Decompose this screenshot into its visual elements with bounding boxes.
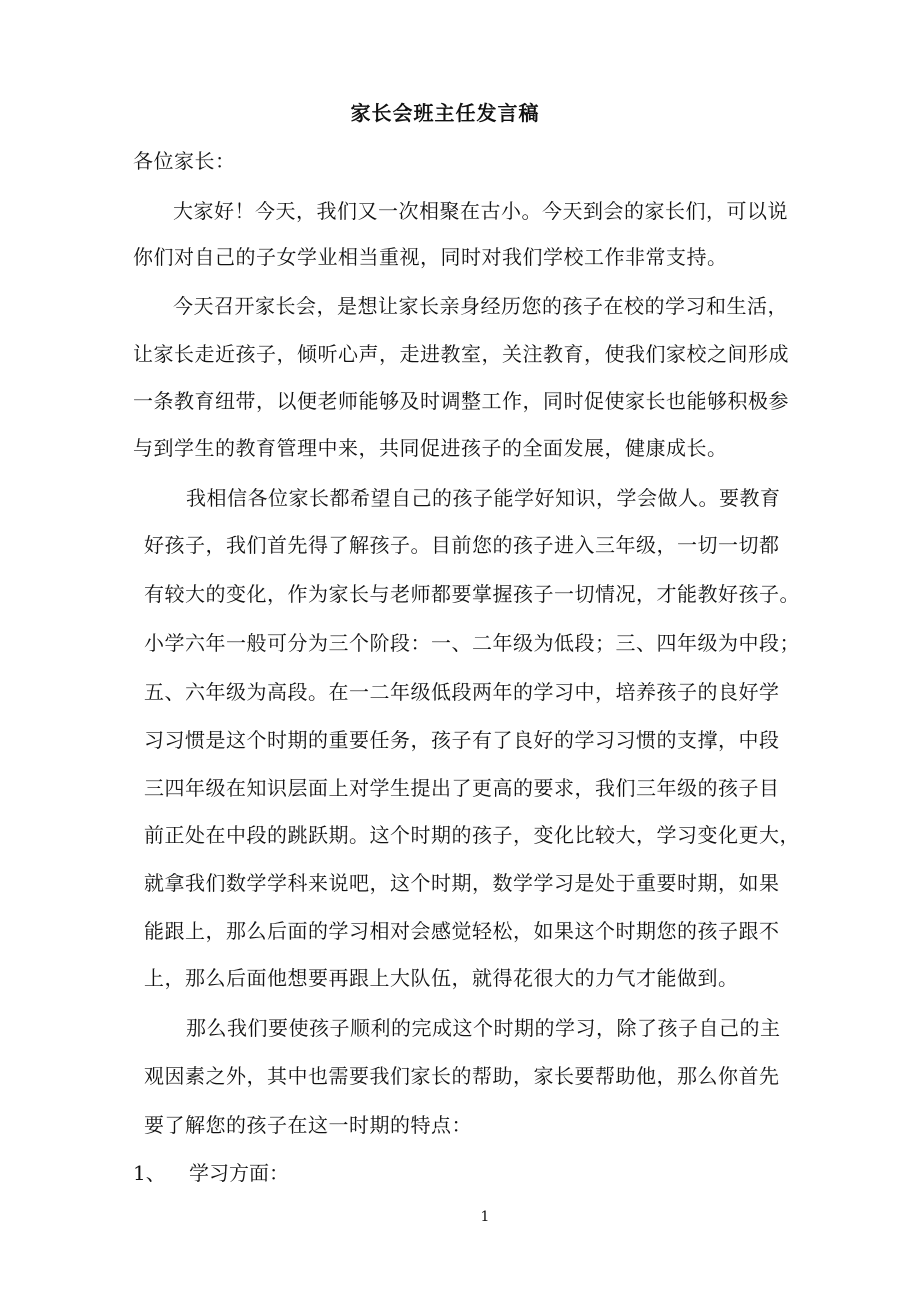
paragraph-3-line-2: 好孩子，我们首先得了解孩子。目前您的孩子进入三年级，一切一切都 (144, 533, 780, 557)
list-item-1-text: 学习方面： (189, 1161, 289, 1185)
paragraph-2-line-3: 一条教育纽带，以便老师能够及时调整工作，同时促使家长也能够积极参 (133, 389, 789, 413)
paragraph-3-line-3: 有较大的变化，作为家长与老师都要掌握孩子一切情况，才能教好孩子。 (144, 582, 800, 606)
paragraph-3-line-6: 习习惯是这个时期的重要任务，孩子有了良好的学习习惯的支撑，中段 (144, 728, 780, 752)
paragraph-4-line-3: 要了解您的孩子在这一时期的特点： (144, 1113, 472, 1137)
paragraph-2-line-1: 今天召开家长会，是想让家长亲身经历您的孩子在校的学习和生活， (173, 294, 788, 318)
paragraph-3-line-8: 前正处在中段的跳跃期。这个时期的孩子，变化比较大，学习变化更大， (144, 823, 800, 847)
paragraph-1-line-1: 大家好！今天，我们又一次相聚在古小。今天到会的家长们，可以说 (173, 199, 788, 223)
page-number: 1 (480, 1209, 490, 1225)
paragraph-3-line-4: 小学六年一般可分为三个阶段：一、二年级为低段；三、四年级为中段； (144, 631, 800, 655)
paragraph-3-line-11: 上，那么后面他想要再跟上大队伍，就得花很大的力气才能做到。 (144, 966, 739, 990)
salutation: 各位家长： (133, 149, 236, 173)
paragraph-3-line-9: 就拿我们数学学科来说吧，这个时期，数学学习是处于重要时期，如果 (144, 871, 780, 895)
paragraph-3-line-5: 五、六年级为高段。在一二年级低段两年的学习中，培养孩子的良好学 (144, 680, 780, 704)
paragraph-2-line-4: 与到学生的教育管理中来，共同促进孩子的全面发展，健康成长。 (133, 436, 728, 460)
paragraph-4-line-2: 观因素之外，其中也需要我们家长的帮助，家长要帮助他，那么你首先 (144, 1064, 780, 1088)
list-item-1-number: 1、 (133, 1161, 166, 1185)
paragraph-3-line-7: 三四年级在知识层面上对学生提出了更高的要求，我们三年级的孩子目 (144, 776, 780, 800)
paragraph-1-line-2: 你们对自己的子女学业相当重视，同时对我们学校工作非常支持。 (133, 245, 728, 269)
document-title: 家长会班主任发言稿 (350, 101, 540, 125)
paragraph-3-line-10: 能跟上，那么后面的学习相对会感觉轻松，如果这个时期您的孩子跟不 (144, 919, 780, 943)
paragraph-3-line-1: 我相信各位家长都希望自己的孩子能学好知识，学会做人。要教育 (186, 486, 781, 510)
paragraph-4-line-1: 那么我们要使孩子顺利的完成这个时期的学习，除了孩子自己的主 (186, 1016, 781, 1040)
paragraph-2-line-2: 让家长走近孩子，倾听心声，走进教室，关注教育，使我们家校之间形成 (133, 342, 789, 366)
